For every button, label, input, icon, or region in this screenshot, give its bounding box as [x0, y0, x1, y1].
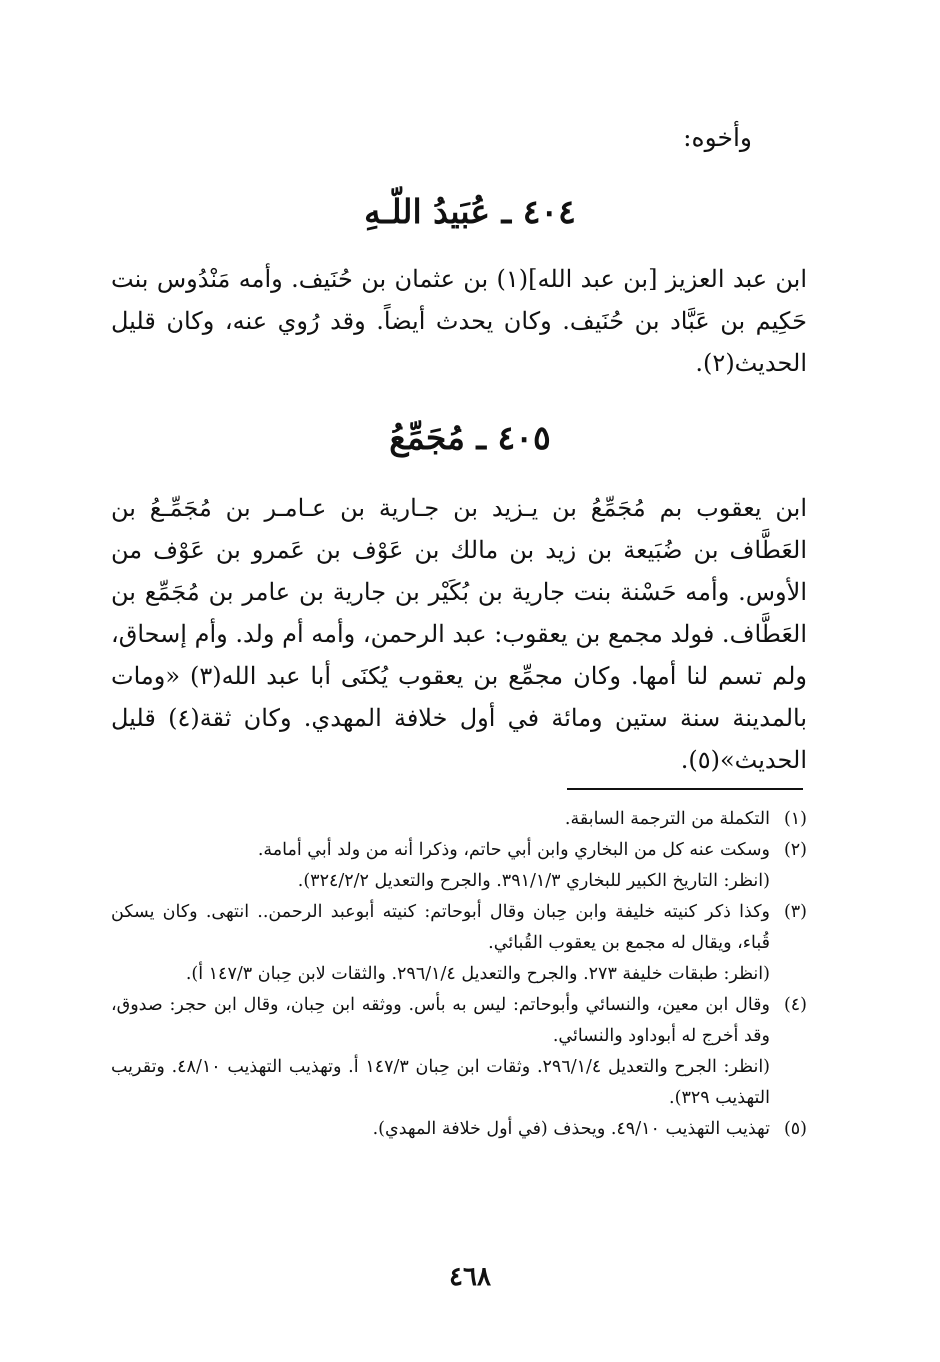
page-number: ٤٦٨ [449, 1262, 491, 1292]
footnotes [111, 804, 807, 1145]
footnote-number: (١) [783, 809, 807, 829]
footnote-number: (٥) [783, 1119, 807, 1139]
footnote-reference: (انظر: التاريخ الكبير للبخاري ٣٩١/١/٣. والجرح والتعديل ٣٢٤/٢/٢). [297, 871, 770, 891]
footnote-divider [567, 788, 803, 790]
footnote-5 [111, 1114, 807, 1145]
intro-text: وأخوه: [683, 123, 752, 152]
footnote-2 [111, 835, 807, 897]
footnote-1 [111, 804, 807, 835]
footnote-line: التكملة من الترجمة السابقة. [564, 809, 770, 829]
entry-body-404: ابن عبد العزيز [بن عبد الله](١) بن عثمان بن حُنَيف. وأمه مَنْدُوس بنت حَكِيم بن عَبَّاد بن حُنَيف. وكان يحدث أيضاً. وقد رُوي عنه، وكان قليل الحديث(٢). [111, 265, 807, 377]
footnote-line: وسكت عنه كل من البخاري وابن أبي حاتم، وذكرا أنه من ولد أبي أمامة. [257, 840, 770, 860]
footnote-reference: (انظر: الجرح والتعديل ٢٩٦/١/٤. وثقات ابن حِبان ١٤٧/٣ أ. وتهذيب التهذيب ٤٨/١٠. وتقريب التهذيب ٣٢٩). [111, 1057, 771, 1108]
footnote-line: وقال ابن معين، والنسائي وأبوحاتم: ليس به بأس. ووثقه ابن حِبان، وقال ابن حجر: صدوق، وقد أخرج له أبوداود والنسائي. [111, 995, 770, 1046]
entry-heading-404: ٤٠٤ ـ عُبَيدُ اللّـهِ [364, 192, 576, 231]
footnote-number: (٣) [783, 902, 807, 922]
footnote-number: (٢) [783, 840, 807, 860]
footnote-number: (٤) [783, 995, 807, 1015]
footnote-3 [111, 897, 807, 990]
footnote-line: وكذا ذكر كنيته خليفة وابن حِبان وقال أبوحاتم: كنيته أبوعبد الرحمن.. انتهى. وكان يسكن قُباء، ويقال له مجمع بن يعقوب القُبائي. [111, 902, 770, 953]
footnote-4 [111, 990, 807, 1114]
footnote-reference: (انظر: طبقات خليفة ٢٧٣. والجرح والتعديل ٢٩٦/١/٤. والثقات لابن حِبان ١٤٧/٣ أ). [185, 964, 770, 984]
footnote-line: تهذيب التهذيب ٤٩/١٠. ويحذف (في أول خلافة المهدي). [372, 1119, 770, 1139]
entry-heading-405: ٤٠٥ ـ مُجَمِّعُ [389, 418, 551, 457]
entry-body-405: ابن يعقوب بم مُجَمِّعُ بن يـزيد بن جـارية بن عـامـر بن مُجَمِّـعُ بن العَطَّاف بن ضُبَيعة بن زيد بن مالك بن عَوْف بن عَمرو بن عَوْف من الأوس. وأمه حَسْنة بنت جارية بن بُكَيْر بن جارية بن عامر بن مُجَمِّع بن العَطَّاف. فولد مجمع بن يعقوب: عبد الرحمن، وأمه أم ولد. وأم إسحاق، ولم تسم لنا أمها. وكان مجمِّع بن يعقوب يُكنَى أبا عبد الله(٣) «ومات بالمدينة سنة ستين ومائة في أول خلافة المهدي. وكان ثقة(٤) قليل الحديث»(٥). [111, 494, 807, 774]
